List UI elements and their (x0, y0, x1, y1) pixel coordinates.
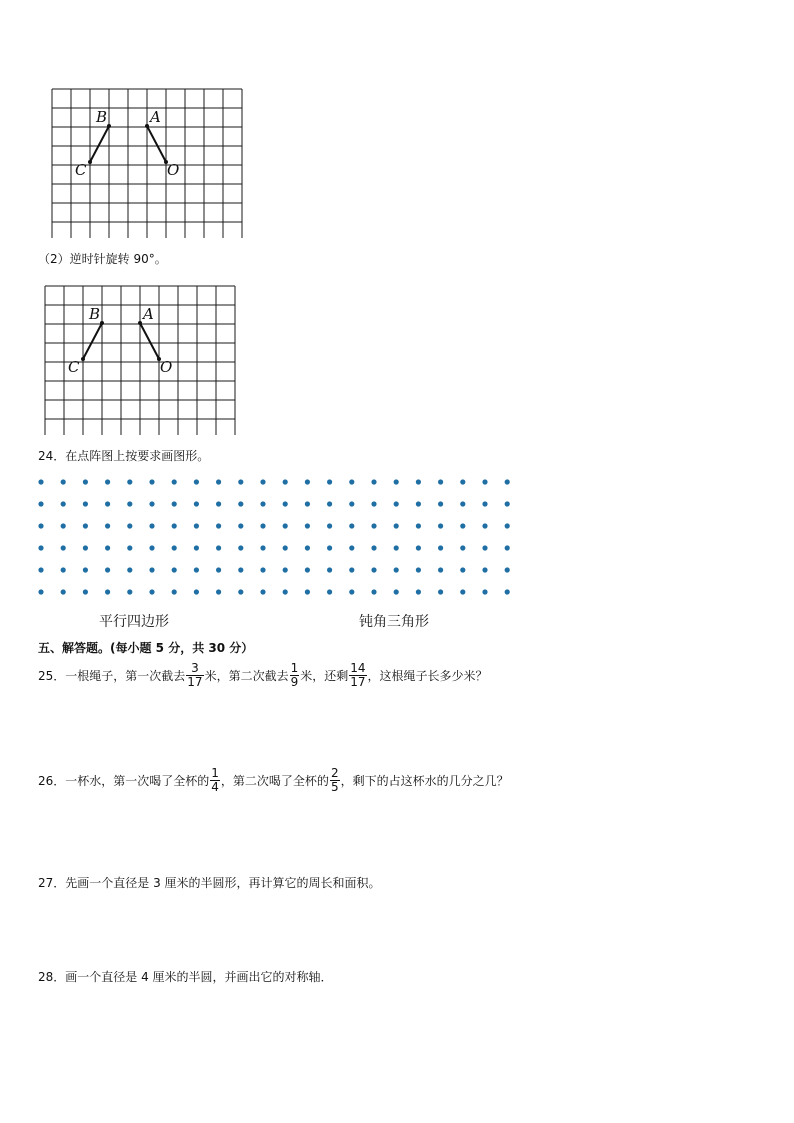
grid-dot (260, 501, 265, 506)
grid-dot (260, 567, 265, 572)
grid-dot (438, 479, 443, 484)
grid-dot (416, 523, 421, 528)
grid-dot (460, 523, 465, 528)
grid-dot (416, 589, 421, 594)
q25-text-1: 25．一根绳子，第一次截去 (38, 669, 186, 683)
dot-grid (34, 474, 518, 600)
grid-dot (216, 523, 221, 528)
point-label-C: C (75, 161, 87, 179)
grid-dot (216, 501, 221, 506)
grid-dot (127, 523, 132, 528)
grid-dot (438, 501, 443, 506)
grid-dot (238, 589, 243, 594)
grid-dot (371, 545, 376, 550)
grid-dot (172, 567, 177, 572)
grid-dot (394, 567, 399, 572)
point-label-O: O (167, 161, 180, 179)
grid-dot (172, 523, 177, 528)
grid-dot (83, 545, 88, 550)
grid-dot (194, 523, 199, 528)
grid-dot (61, 545, 66, 550)
grid-dot (149, 523, 154, 528)
grid-dot (194, 545, 199, 550)
grid-dot (105, 545, 110, 550)
grid-dot (438, 567, 443, 572)
grid-dot (83, 479, 88, 484)
grid-dot (194, 589, 199, 594)
grid-dot (305, 567, 310, 572)
q26-text-3: ，剩下的占这杯水的几分之几？ (340, 774, 509, 788)
grid-dot (260, 545, 265, 550)
grid-dot (327, 589, 332, 594)
fraction-1-4: $\frac{1}{4}$ (211, 766, 219, 794)
grid-dot (149, 545, 154, 550)
grid-dot (283, 545, 288, 550)
grid-dot (149, 501, 154, 506)
grid-dot (194, 501, 199, 506)
grid-dot (349, 589, 354, 594)
point-label-B: B (89, 305, 101, 323)
grid-dot (349, 501, 354, 506)
grid-dot (283, 567, 288, 572)
grid-dot (327, 479, 332, 484)
grid-dot (505, 545, 510, 550)
grid-dot (260, 479, 265, 484)
grid-dot (172, 589, 177, 594)
grid-dot (38, 501, 43, 506)
grid-dot (505, 589, 510, 594)
grid-dot (61, 523, 66, 528)
grid-dot (416, 567, 421, 572)
grid-dot (505, 479, 510, 484)
question-27: 27．先画一个直径是 3 厘米的半圆形，再计算它的周长和面积。 (38, 876, 381, 890)
grid-dot (238, 523, 243, 528)
grid-dot (460, 545, 465, 550)
grid-dot (327, 501, 332, 506)
grid-dot (460, 589, 465, 594)
segment-AO (140, 323, 159, 359)
grid-dot (283, 479, 288, 484)
grid-dot (61, 589, 66, 594)
grid-dot (505, 567, 510, 572)
grid-dot (394, 589, 399, 594)
grid-dot (482, 567, 487, 572)
fraction-3-17: $\frac{3}{17}$ (187, 661, 203, 689)
grid-dot (238, 501, 243, 506)
grid-figure-2 (37, 279, 247, 435)
grid-dot (482, 479, 487, 484)
grid-dot (260, 589, 265, 594)
grid-dot (349, 567, 354, 572)
grid-dot (349, 523, 354, 528)
question-26 (38, 767, 509, 794)
fraction-1-9: $\frac{1}{9}$ (290, 661, 299, 689)
grid-dot (83, 501, 88, 506)
grid-dot (105, 523, 110, 528)
grid-dot (505, 523, 510, 528)
grid-dot (194, 479, 199, 484)
grid-dot (327, 545, 332, 550)
grid-dot (238, 567, 243, 572)
grid-dot (216, 545, 221, 550)
grid-dot (172, 501, 177, 506)
q26-text-1: 26．一杯水，第一次喝了全杯的 (38, 774, 210, 788)
grid-dot (38, 479, 43, 484)
grid-dot (105, 567, 110, 572)
q25-text-2: 米，第二次截去 (204, 669, 289, 683)
grid-dot (105, 589, 110, 594)
grid-dot (327, 567, 332, 572)
q26-text-2: ，第二次喝了全杯的 (220, 774, 329, 788)
segment-BC (83, 323, 102, 359)
grid-dot (371, 567, 376, 572)
grid-dot (216, 479, 221, 484)
grid-dot (394, 501, 399, 506)
grid-dot (127, 589, 132, 594)
grid-dot (61, 479, 66, 484)
grid-dot (283, 589, 288, 594)
segment-AO (147, 126, 166, 162)
question-28: 28．画一个直径是 4 厘米的半圆，并画出它的对称轴． (38, 970, 333, 984)
grid-dot (416, 545, 421, 550)
fraction-2-5: $\frac{2}{5}$ (330, 766, 339, 794)
grid-dot (305, 523, 310, 528)
grid-dot (105, 501, 110, 506)
section-5-heading: 五、解答题。(每小题 5 分，共 30 分） (38, 641, 254, 655)
grid-dot (394, 479, 399, 484)
grid-dot (305, 545, 310, 550)
grid-dot (216, 567, 221, 572)
grid-dot (371, 501, 376, 506)
grid-dot (371, 589, 376, 594)
grid-dot (482, 523, 487, 528)
grid-dot (305, 501, 310, 506)
grid-dot (438, 523, 443, 528)
grid-dot (127, 479, 132, 484)
grid-dot (305, 479, 310, 484)
grid-dot (482, 501, 487, 506)
grid-dot (416, 479, 421, 484)
grid-dot (127, 501, 132, 506)
grid-dot (438, 589, 443, 594)
segment-BC (90, 126, 109, 162)
grid-dot (394, 523, 399, 528)
point-label-A: A (143, 305, 154, 323)
point-label-C: C (68, 358, 80, 376)
grid-dot (416, 501, 421, 506)
label-obtuse-triangle: 钝角三角形 (359, 614, 429, 630)
grid-dot (305, 589, 310, 594)
grid-dot (349, 545, 354, 550)
grid-dot (460, 567, 465, 572)
grid-dot (127, 567, 132, 572)
grid-dot (216, 589, 221, 594)
point-label-B: B (96, 108, 108, 126)
grid-dot (172, 479, 177, 484)
grid-figure-1 (44, 82, 254, 238)
grid-dot (149, 567, 154, 572)
point-label-A: A (150, 108, 161, 126)
point-label-O: O (160, 358, 173, 376)
grid-dot (482, 589, 487, 594)
grid-dot (38, 545, 43, 550)
grid-dot (283, 501, 288, 506)
q25-text-3: 米，还剩 (300, 669, 349, 683)
grid-dot (105, 479, 110, 484)
grid-dot (172, 545, 177, 550)
grid-dot (482, 545, 487, 550)
grid-dot (83, 523, 88, 528)
grid-dot (38, 567, 43, 572)
label-parallelogram: 平行四边形 (99, 614, 169, 630)
grid-dot (349, 479, 354, 484)
grid-dot (505, 501, 510, 506)
grid-dot (194, 567, 199, 572)
grid-dot (460, 479, 465, 484)
grid-dot (327, 523, 332, 528)
grid-dot (260, 523, 265, 528)
grid-dot (283, 523, 288, 528)
grid-dot (438, 545, 443, 550)
grid-dot (460, 501, 465, 506)
grid-dot (371, 523, 376, 528)
grid-dot (238, 479, 243, 484)
q25-text-4: ，这根绳子长多少米？ (367, 669, 488, 683)
grid-dot (149, 479, 154, 484)
grid-dot (83, 567, 88, 572)
grid-dot (83, 589, 88, 594)
item-2-text: （2）逆时针旋转 90°。 (38, 252, 167, 266)
question-25 (38, 662, 488, 689)
grid-dot (61, 501, 66, 506)
grid-dot (38, 589, 43, 594)
grid-dot (149, 589, 154, 594)
question-24: 24．在点阵图上按要求画图形。 (38, 449, 210, 463)
grid-dot (38, 523, 43, 528)
grid-dot (394, 545, 399, 550)
grid-dot (61, 567, 66, 572)
grid-dot (371, 479, 376, 484)
grid-dot (238, 545, 243, 550)
grid-dot (127, 545, 132, 550)
fraction-14-17: $\frac{14}{17}$ (350, 661, 366, 689)
